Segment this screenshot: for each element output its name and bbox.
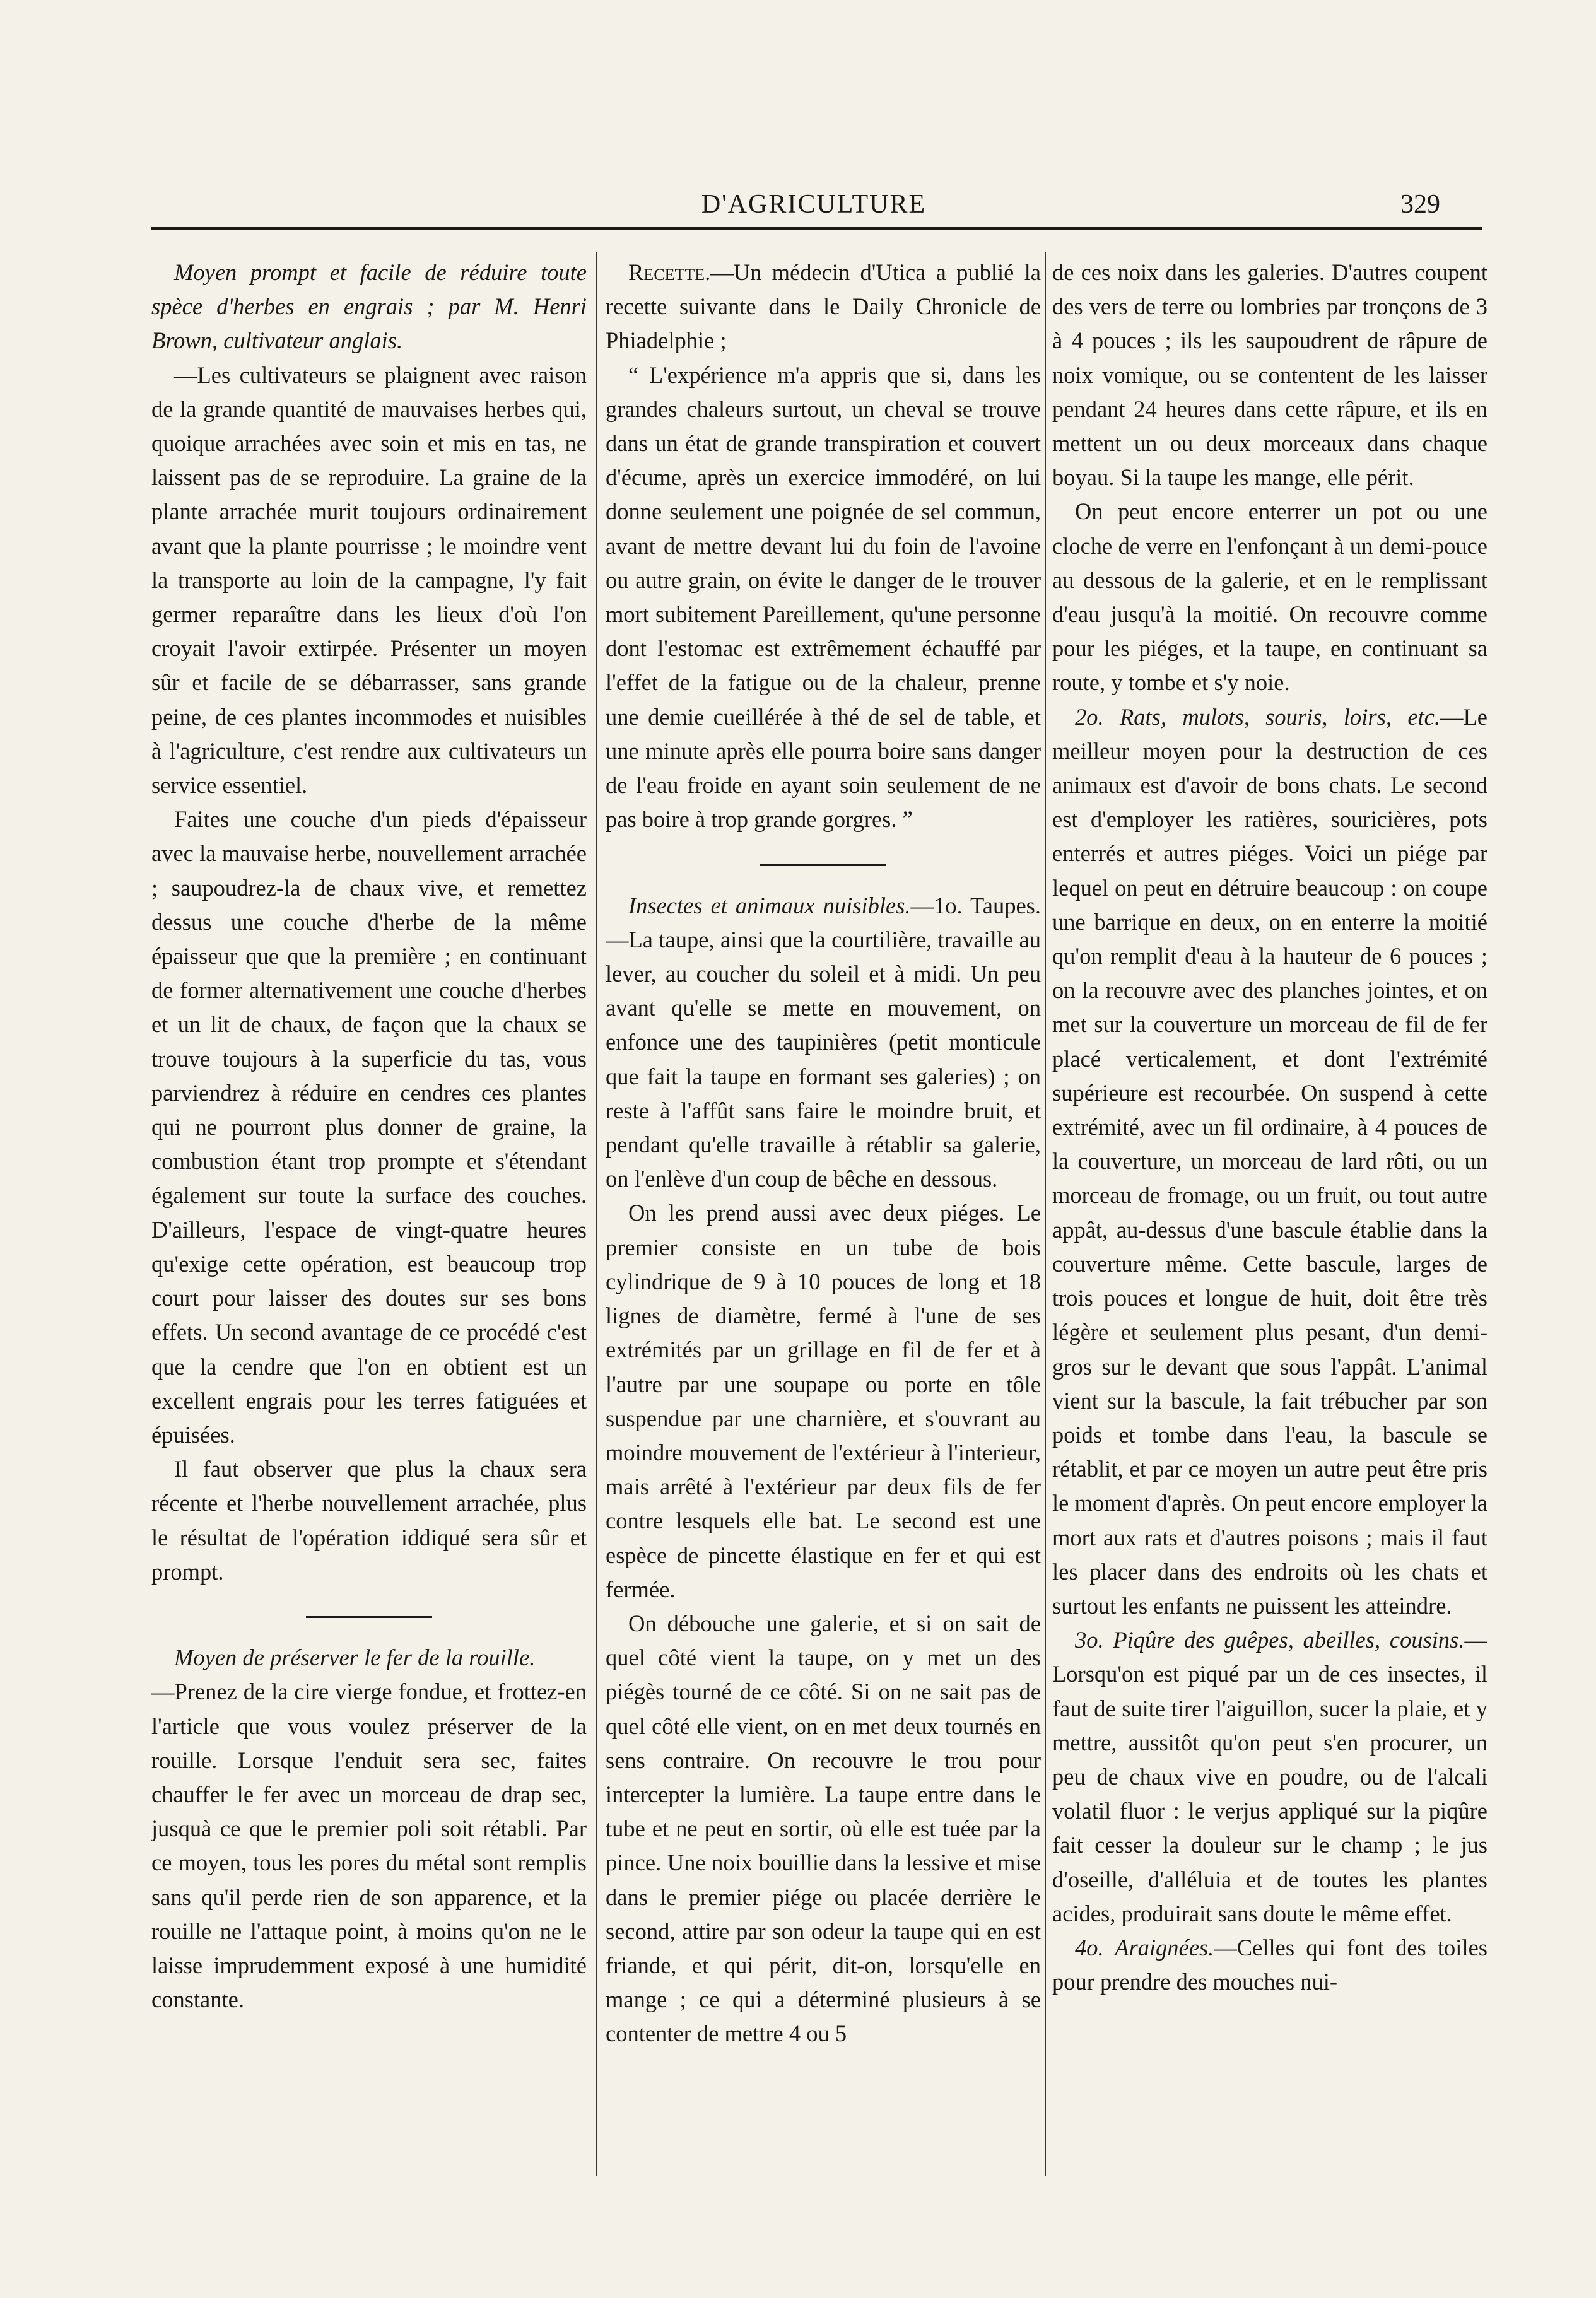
paragraph: 4o. Araignées.—Celles qui font des toiles pour prendre des mouches nui- (1052, 1934, 1487, 1995)
column-divider-left (596, 252, 597, 2176)
paragraph: Il faut observer que plus la chaux sera récente et l'herbe nouvellement arrachée, plus le résultat de l'opération iddiqué sera sûr et prompt. (151, 1456, 587, 1585)
page-number: 329 (1400, 190, 1440, 219)
middle-column (606, 255, 1041, 2186)
paragraph: —Prenez de la cire vierge fondue, et frottez-en l'article que vous voulez préserver de la rouille. Lorsque l'enduit sera sec, faites chauffer le fer avec un morceau de drap sec, jusquà ce que le premier poli soit rétabli. Par ce moyen, tous les pores du métal sont remplis sans qu'il perde rien de son apparence, et la rouille ne l'attaque point, à moins qu'on ne le laisse imprudemment exposé à une humidité constante. (151, 1679, 587, 2013)
paragraph: 2o. Rats, mulots, souris, loirs, etc.—Le meilleur moyen pour la destruction de ces animaux est d'avoir de bons chats. Le second est d'employer les ratières, souricières, pots enterrés et autres piéges. Voici un piége par lequel on peut en détruire beaucoup : on coupe une barrique en deux, on en enterre la moitié qu'on remplit d'eau à la hauteur de 6 pouces ; on la recouvre avec des planches jointes, et on met sur la couverture un morceau de fil de fer placé verticalement, et dont l'extrémité supérieure est recourbée. On suspend à cette extrémité, avec un fil ordinaire, à 4 pouces de la couverture, un morceau de lard rôti, ou un morceau de fromage, ou un fruit, ou tout autre appât, au-dessus d'une bascule établie dans la couverture même. Cette bascule, larges de trois pouces et longue de huit, doit être très légère et seulement plus pesant, d'un demi-gros sur le devant que sous l'appât. L'animal vient sur la bascule, la fait trébucher par son poids et tombe dans l'eau, la bascule se rétablit, et par ce moyen un autre peut être pris le moment d'après. On peut encore employer la mort aux rats et d'autres poisons ; mais il faut les placer dans des endroits où les chats et surtout les enfants ne puissent les atteindre. (1052, 703, 1487, 1619)
article-heading-weeds: Moyen prompt et facile de réduire toute spèce d'herbes en engrais ; par M. Henri Brown, cultivateur anglais. (151, 259, 587, 354)
paragraph: Recette.—Un médecin d'Utica a publié la recette suivante dans le Daily Chronicle de Phiadelphie ; (606, 259, 1041, 354)
page-header (0, 189, 1596, 227)
paragraph: “ L'expérience m'a appris que si, dans les grandes chaleurs surtout, un cheval se trouve dans un état de grande transpiration et couvert d'écume, après un exercice immodéré, on lui donne seulement une poignée de sel commun, avant de mettre devant lui du foin de l'avoine ou autre grain, on évite le danger de le trouver mort subitement Pareillement, qu'une personne dont l'estomac est extrêmement échauffé par l'effet de la fatigue ou de la chaleur, prenne une demie cueillérée à thé de sel de table, et une minute après elle pourra boire sans danger de l'eau froide en ayant soin seulement de ne pas boire à trop grande gorgres. ” (606, 361, 1041, 833)
article-heading-rust: Moyen de préserver le fer de la rouille. (174, 1644, 536, 1671)
running-title: D'AGRICULTURE (701, 190, 927, 219)
section-divider (151, 1598, 587, 1632)
section-label-spiders: 4o. Araignées. (1075, 1934, 1214, 1961)
header-rule (151, 227, 1482, 230)
paragraph: On peut encore enterrer un pot ou une cloche de verre en l'enfonçant à un demi-pouce au dessous de la galerie, et en le remplissant d'eau jusqu'à la moitié. On recouvre comme pour les piéges, et la taupe, en continuant sa route, y tombe et s'y noie. (1052, 498, 1487, 696)
paragraph: On débouche une galerie, et si on sait de quel côté vient la taupe, on y met un des piégès tourné de ce côté. Si on ne sait pas de quel côté elle vient, on en met deux tournés en sens contraire. On recouvre le trou pour intercepter la lumière. La taupe entre dans le tube et ne peut en sortir, où elle est tuée par la pince. Une noix bouillie dans la lessive et mise dans le premier piége ou placée derrière le second, attire par son odeur la taupe qui en est friande, et qui périt, dit-on, lorsqu'elle en mange ; ce qui a déterminé plusieurs à se contenter de mettre 4 ou 5 (606, 1610, 1041, 2047)
paragraph: On les prend aussi avec deux piéges. Le premier consiste en un tube de bois cylindrique de 9 à 10 pouces de long et 18 lignes de diamètre, fermé à l'une de ses extrémités par un grillage en fil de fer et à l'autre par une soupape ou porte en tôle suspendue par une charnière, et s'ouvrant au moindre mouvement de l'extérieur à l'interieur, mais arrêté à l'extérieur par deux fils de fer contre lesquels elle bat. Le second est une espèce de pincette élastique en fer et qui est fermée. (606, 1200, 1041, 1602)
article-heading-pests: Insectes et animaux nuisibles. (628, 892, 911, 918)
paragraph: —Les cultivateurs se plaignent avec raison de la grande quantité de mauvaises herbes qui, quoique arrachées avec soin et mis en tas, ne laissent pas de se reproduire. La graine de la plante arrachée murit toujours ordinairement avant que la plante pourrisse ; le moindre vent la transporte au loin de la campagne, l'y fait germer reparaître dans les lieux d'où l'on croyait l'avoir extirpée. Présenter un moyen sûr et facile de se débarrasser, sans grande peine, de ces plantes incommodes et nuisibles à l'agriculture, c'est rendre aux cultivateurs un service essentiel. (151, 361, 587, 799)
left-column (151, 255, 587, 2186)
paragraph: de ces noix dans les galeries. D'autres coupent des vers de terre ou lombries par tronçons de 3 à 4 pouces ; ils les saupoudrent de râpure de noix vomique, ou se contentent de les laisser pendant 24 heures dans cette râpure, et ils en mettent un ou deux morceaux dans chaque boyau. Si la taupe les mange, elle périt. (1052, 259, 1487, 491)
recipe-label: Recette. (628, 259, 711, 285)
section-label-rats: 2o. Rats, mulots, souris, loirs, etc. (1075, 703, 1440, 730)
section-divider (606, 845, 1041, 879)
column-divider-right (1045, 252, 1046, 2176)
paragraph: Faites une couche d'un pieds d'épaisseur avec la mauvaise herbe, nouvellement arrachée ; saupoudrez-la de chaux vive, et remettez dessus une couche d'herbe de la même épaisseur que que la première ; en continuant de former alternativement une couche d'herbes et un lit de chaux, de façon que la chaux se trouve toujours à la superficie du tas, vous parviendrez à réduire en cendres ces plantes qui ne pourront plus donner de graine, la combustion étant trop prompte et s'étendant également sur toute la surface des couches. D'ailleurs, l'espace de vingt-quatre heures qu'exige cette opération, est beaucoup trop court pour laisser des doutes sur ses bons effets. Un second avantage de ce procédé c'est que la cendre que l'on en obtient est un excellent engrais pour les terres fatiguées et épuisées. (151, 806, 587, 1448)
right-column (1052, 255, 1487, 2186)
section-label-stings: 3o. Piqûre des guêpes, abeilles, cousins. (1075, 1627, 1465, 1653)
paragraph: Insectes et animaux nuisibles.—1o. Taupes.—La taupe, ainsi que la courtilière, travaille au lever, au coucher du soleil et à midi. Un peu avant qu'elle se mette en mouvement, on enfonce une des taupinières (petit monticule que fait la taupe en formant ses galeries) ; on reste à l'affût sans faire le moindre bruit, et pendant qu'elle travaille à rétablir sa galerie, on l'enlève d'un coup de bêche en dessous. (606, 892, 1041, 1192)
paragraph: 3o. Piqûre des guêpes, abeilles, cousins.—Lorsqu'on est piqué par un de ces insectes, il faut de suite tirer l'aiguillon, sucer la plaie, et y mettre, aussitôt qu'on peut s'en procurer, un peu de chaux vive en poudre, ou de l'alcali volatil fluor : le verjus appliqué sur la piqûre fait cesser la douleur sur le champ ; le jus d'oseille, d'alléluia et de toutes les plantes acides, produirait sans doute le même effet. (1052, 1627, 1487, 1926)
